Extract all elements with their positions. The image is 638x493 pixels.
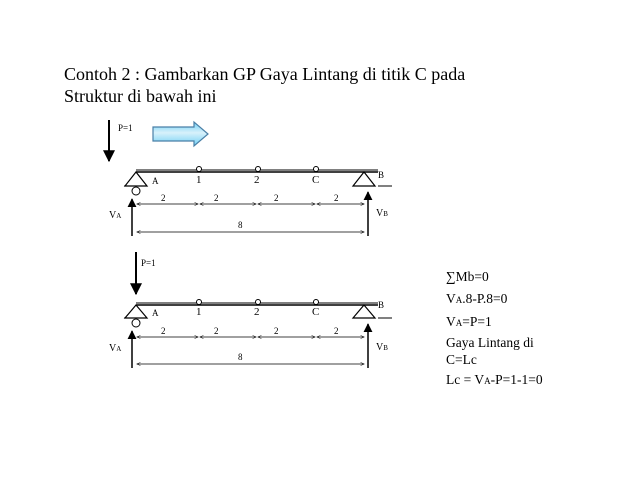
node-c-label: C <box>312 174 320 186</box>
support-a <box>125 172 147 186</box>
node-b-label: B <box>378 170 385 180</box>
node-2-label: 2 <box>254 174 260 186</box>
equation-line: ∑Mb=0 <box>446 269 489 284</box>
diagram-top <box>109 120 392 236</box>
span-label: 2 <box>214 193 219 203</box>
span-label: 2 <box>161 193 166 203</box>
node-c-marker <box>314 167 319 172</box>
title-line-1: Contoh 2 : Gambarkan GP Gaya Lintang di titik C pada <box>64 64 466 84</box>
span-label: 2 <box>274 326 279 336</box>
node-a-label: A <box>152 308 159 318</box>
span-label: 2 <box>334 326 339 336</box>
load-label: P=1 <box>118 123 133 133</box>
support-b <box>353 305 375 318</box>
diagram-bottom <box>109 252 392 368</box>
equation-line: Lc = VA-P=1-1=0 <box>446 372 543 387</box>
span-label: 2 <box>334 193 339 203</box>
node-2-label: 2 <box>254 306 260 318</box>
span-label: 2 <box>161 326 166 336</box>
total-span-label: 8 <box>238 220 243 230</box>
node-a-label: A <box>152 176 159 186</box>
node-c-marker <box>314 300 319 305</box>
node-1-label: 1 <box>196 306 202 318</box>
equation-line: Gaya Lintang di <box>446 335 534 350</box>
span-label: 2 <box>274 193 279 203</box>
load-label: P=1 <box>141 258 156 268</box>
node-1-label: 1 <box>196 174 202 186</box>
node-c-label: C <box>312 306 320 318</box>
equation-line: C=Lc <box>446 352 477 367</box>
support-b <box>353 172 375 186</box>
reaction-a-label: VA <box>109 343 122 354</box>
node-2-marker <box>256 167 261 172</box>
total-span-label: 8 <box>238 352 243 362</box>
equations <box>446 266 543 393</box>
span-label: 2 <box>214 326 219 336</box>
equation-line: VA=P=1 <box>446 314 492 329</box>
reaction-b-label: VB <box>376 342 388 353</box>
node-1-marker <box>197 167 202 172</box>
node-2-marker <box>256 300 261 305</box>
reaction-a-label: VA <box>109 210 122 221</box>
node-b-label: B <box>378 300 385 310</box>
node-1-marker <box>197 300 202 305</box>
title-line-2: Struktur di bawah ini <box>64 86 217 106</box>
equation-line: VA.8-P.8=0 <box>446 291 508 306</box>
reaction-b-label: VB <box>376 208 388 219</box>
support-a <box>125 305 147 318</box>
arrow-right-icon <box>153 122 208 146</box>
